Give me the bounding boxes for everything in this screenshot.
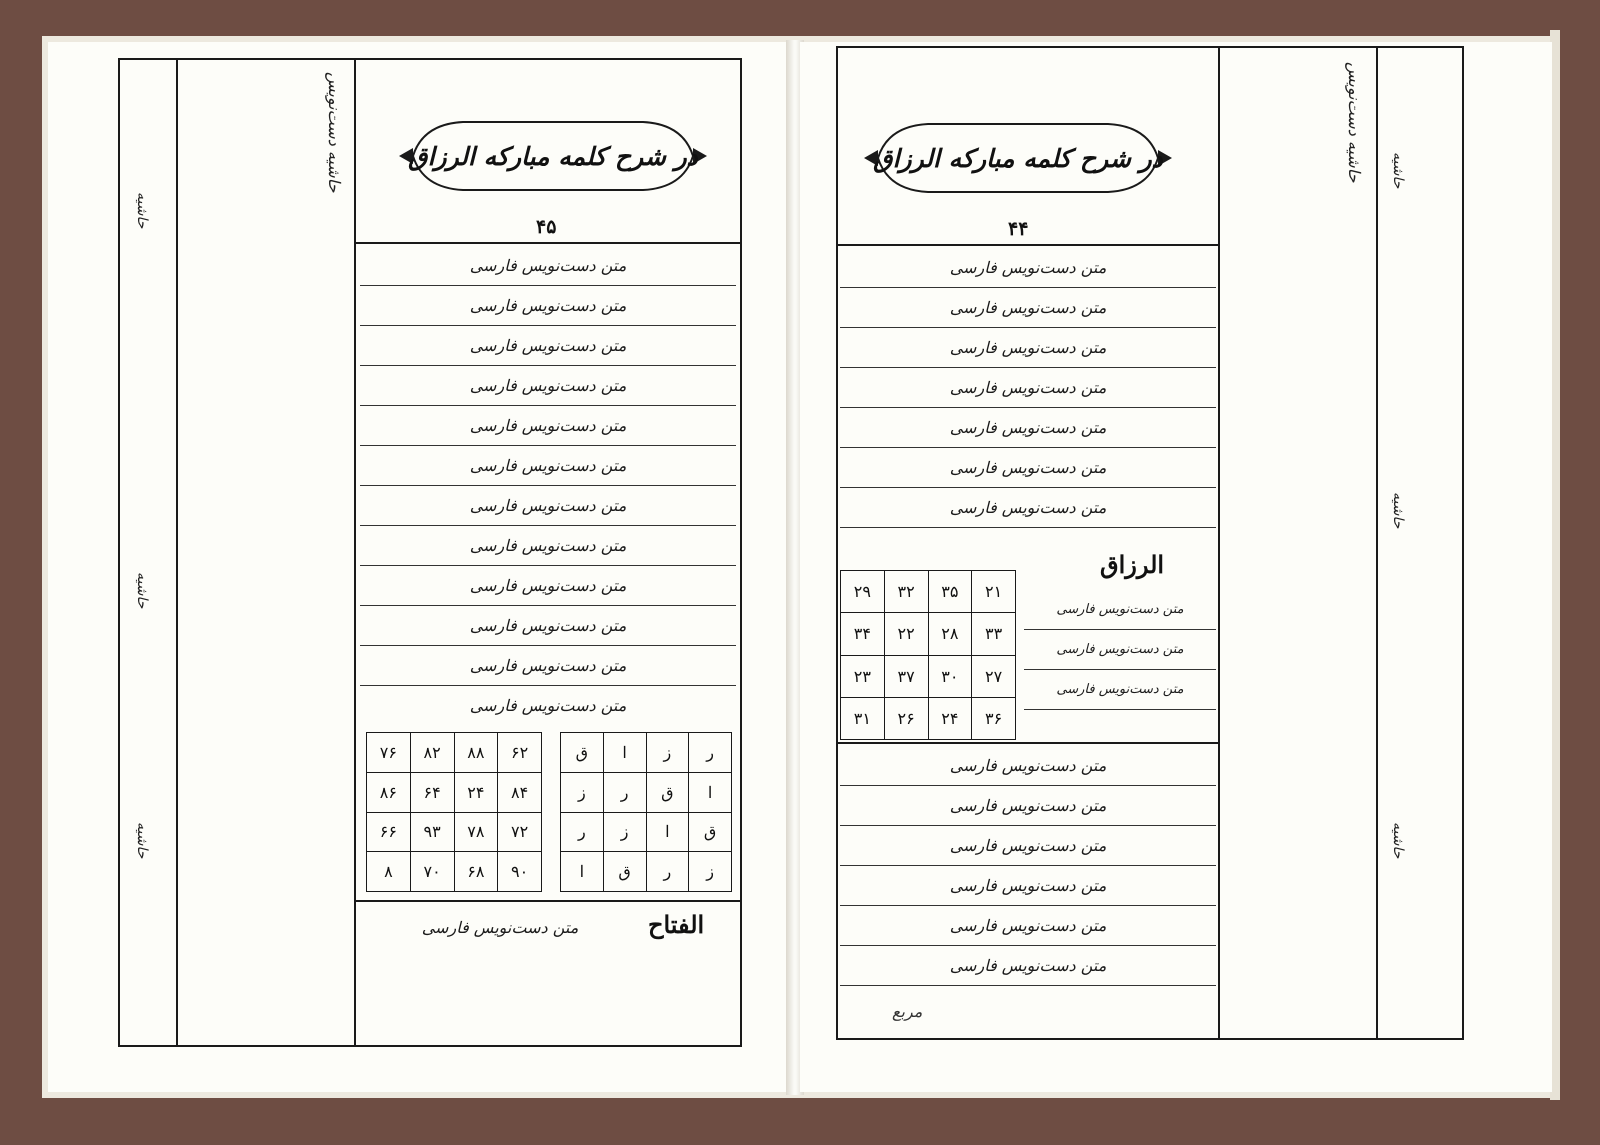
text-line: متن دست‌نویس فارسی <box>360 446 736 486</box>
right-page-signature: مربع <box>892 1002 923 1021</box>
square-cell: ق <box>561 733 604 773</box>
square-cell: ر <box>603 772 646 812</box>
left-outer-note: حاشیه <box>134 822 150 859</box>
left-letter-square <box>560 732 732 892</box>
text-line: متن دست‌نویس فارسی <box>360 566 736 606</box>
square-cell: ا <box>689 772 732 812</box>
square-cell: ا <box>561 852 604 892</box>
square-cell: ز <box>603 812 646 852</box>
square-cell: ۷۲ <box>498 812 542 852</box>
square-cell: ۶۲ <box>498 733 542 773</box>
square-cell: ۲۹ <box>841 571 885 613</box>
square-cell: ۳۱ <box>841 697 885 739</box>
left-margin-commentary: حاشیه دست‌نویس <box>325 72 344 193</box>
left-page-title-cartouche <box>393 110 713 202</box>
square-cell: ۹۳ <box>410 812 454 852</box>
square-cell: ۸ <box>367 852 411 892</box>
text-line: متن دست‌نویس فارسی <box>840 448 1216 488</box>
square-cell: ۳۷ <box>884 655 928 697</box>
square-cell: ۷۰ <box>410 852 454 892</box>
right-outer-margin-rule <box>1376 46 1378 1038</box>
square-cell: ۸۸ <box>454 733 498 773</box>
text-line: متن دست‌نویس فارسی <box>840 826 1216 866</box>
right-lower-text-block <box>840 746 1216 986</box>
square-cell: ۳۰ <box>928 655 972 697</box>
text-line: متن دست‌نویس فارسی <box>840 866 1216 906</box>
right-outer-note: حاشیه <box>1390 492 1406 529</box>
square-cell: ۲۴ <box>928 697 972 739</box>
right-margin-commentary: حاشیه دست‌نویس <box>1345 62 1364 183</box>
right-square-bottom-rule <box>838 742 1220 744</box>
left-outer-margin-rule <box>176 58 178 1045</box>
left-page <box>48 42 788 1092</box>
text-line: متن دست‌نویس فارسی <box>1024 670 1216 710</box>
text-line: متن دست‌نویس فارسی <box>840 288 1216 328</box>
square-cell: ۲۱ <box>972 571 1016 613</box>
square-cell: ۳۶ <box>972 697 1016 739</box>
left-bottom-heading: الفتاح <box>648 910 705 939</box>
square-cell: ۹۰ <box>498 852 542 892</box>
square-cell: ر <box>561 812 604 852</box>
square-cell: ز <box>561 772 604 812</box>
text-line: متن دست‌نویس فارسی <box>360 606 736 646</box>
left-page-number: ۴۵ <box>536 216 557 238</box>
text-line: متن دست‌نویس فارسی <box>360 246 736 286</box>
right-page-number: ۴۴ <box>1008 218 1029 240</box>
text-line: متن دست‌نویس فارسی <box>360 646 736 686</box>
square-cell: ق <box>689 812 732 852</box>
square-cell: ۲۲ <box>884 613 928 655</box>
square-cell: ق <box>603 852 646 892</box>
square-cell: ۳۲ <box>884 571 928 613</box>
text-line: متن دست‌نویس فارسی <box>840 408 1216 448</box>
square-cell: ۸۶ <box>367 772 411 812</box>
right-heading: الرزاق <box>1100 550 1165 579</box>
right-side-of-square-text <box>1024 590 1216 740</box>
left-page-title: در شرح کلمه مبارکه الرزاق <box>408 141 698 171</box>
right-text-top-rule <box>838 244 1220 246</box>
square-cell: ۲۶ <box>884 697 928 739</box>
right-text-block <box>840 248 1216 538</box>
square-cell: ا <box>646 812 689 852</box>
square-cell: ر <box>689 733 732 773</box>
square-cell: ۶۶ <box>367 812 411 852</box>
text-line: متن دست‌نویس فارسی <box>840 946 1216 986</box>
text-line: متن دست‌نویس فارسی <box>1024 590 1216 630</box>
left-number-square <box>366 732 542 892</box>
square-cell: ا <box>603 733 646 773</box>
square-cell: ۲۸ <box>928 613 972 655</box>
text-line: متن دست‌نویس فارسی <box>840 906 1216 946</box>
text-line: متن دست‌نویس فارسی <box>840 328 1216 368</box>
right-page-title: در شرح کلمه مبارکه الرزاق <box>873 143 1163 173</box>
text-line: متن دست‌نویس فارسی <box>360 486 736 526</box>
right-page-title-cartouche <box>858 112 1178 204</box>
text-line: متن دست‌نویس فارسی <box>1024 630 1216 670</box>
square-cell: ۶۸ <box>454 852 498 892</box>
text-line: متن دست‌نویس فارسی <box>840 368 1216 408</box>
right-magic-square <box>840 570 1016 740</box>
left-outer-note: حاشیه <box>134 192 150 229</box>
square-cell: ۸۴ <box>498 772 542 812</box>
square-cell: ۳۳ <box>972 613 1016 655</box>
square-cell: ز <box>646 733 689 773</box>
text-line: متن دست‌نویس فارسی <box>840 746 1216 786</box>
text-line: متن دست‌نویس فارسی <box>840 488 1216 528</box>
text-line: متن دست‌نویس فارسی <box>360 286 736 326</box>
square-cell: ۳۵ <box>928 571 972 613</box>
text-line: متن دست‌نویس فارسی <box>840 786 1216 826</box>
square-cell: ۲۳ <box>841 655 885 697</box>
left-margin-rule <box>354 58 356 1045</box>
square-cell: ز <box>689 852 732 892</box>
text-line: متن دست‌نویس فارسی <box>360 406 736 446</box>
square-cell: ق <box>646 772 689 812</box>
left-outer-note: حاشیه <box>134 572 150 609</box>
square-cell: ۶۴ <box>410 772 454 812</box>
right-outer-note: حاشیه <box>1390 152 1406 189</box>
left-text-top-rule <box>356 242 740 244</box>
square-cell: ۲۴ <box>454 772 498 812</box>
left-text-block <box>360 246 736 716</box>
left-bottom-rule <box>356 900 740 902</box>
right-margin-rule <box>1218 46 1220 1038</box>
left-bottom-text: متن دست‌نویس فارسی <box>421 918 579 937</box>
square-cell: ۲۷ <box>972 655 1016 697</box>
text-line: متن دست‌نویس فارسی <box>360 526 736 566</box>
text-line: متن دست‌نویس فارسی <box>360 326 736 366</box>
square-cell: ر <box>646 852 689 892</box>
square-cell: ۷۶ <box>367 733 411 773</box>
right-outer-note: حاشیه <box>1390 822 1406 859</box>
text-line: متن دست‌نویس فارسی <box>360 366 736 406</box>
square-cell: ۸۲ <box>410 733 454 773</box>
square-cell: ۳۴ <box>841 613 885 655</box>
text-line: متن دست‌نویس فارسی <box>360 686 736 716</box>
right-page <box>800 42 1552 1092</box>
square-cell: ۷۸ <box>454 812 498 852</box>
text-line: متن دست‌نویس فارسی <box>840 248 1216 288</box>
